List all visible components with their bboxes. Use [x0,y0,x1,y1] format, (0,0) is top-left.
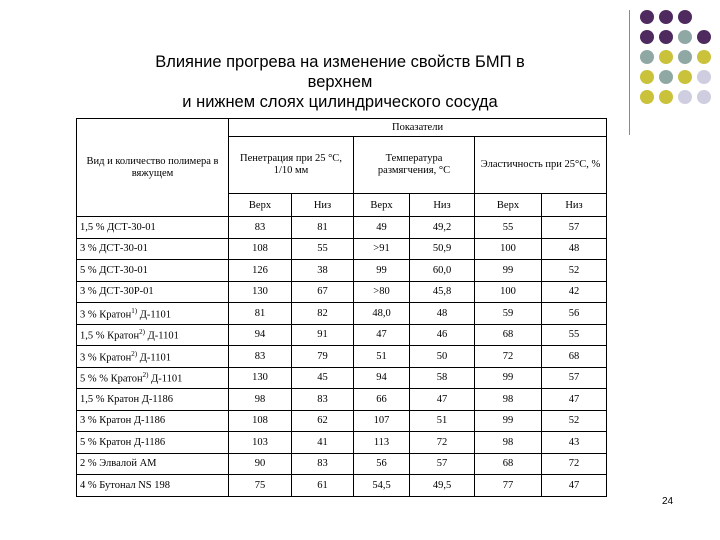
value-cell: 49,2 [410,217,475,239]
value-cell: 83 [292,453,354,475]
value-cell: 46 [410,324,475,346]
value-cell: 51 [354,346,410,368]
value-cell: 68 [542,346,607,368]
value-cell: >80 [354,281,410,303]
value-cell: 91 [292,324,354,346]
value-cell: 47 [354,324,410,346]
polymer-name: 3 % Кратон$^{1)}$ Д-1101 [77,303,229,325]
value-cell: 126 [229,260,292,282]
sub-header: Верх [229,194,292,217]
decorative-dot [697,90,711,104]
value-cell: 55 [475,217,542,239]
decorative-dot [640,50,654,64]
value-cell: 54,5 [354,475,410,497]
value-cell: 113 [354,432,410,454]
value-cell: 77 [475,475,542,497]
polymer-name: 2 % Элвалой АМ [77,453,229,475]
table-row [77,281,607,303]
value-cell: 99 [475,260,542,282]
polymer-name: 3 % ДСТ-30-01 [77,238,229,260]
value-cell: 57 [542,217,607,239]
decorative-dot [659,30,673,44]
value-cell: 38 [292,260,354,282]
sub-header: Низ [542,194,607,217]
sub-header: Низ [292,194,354,217]
value-cell: 83 [229,346,292,368]
value-cell: 55 [292,238,354,260]
value-cell: 100 [475,281,542,303]
value-cell: 79 [292,346,354,368]
table-row [77,475,607,497]
value-cell: 45 [292,367,354,389]
value-cell: >91 [354,238,410,260]
page-number: 24 [662,496,674,507]
value-cell: 72 [475,346,542,368]
value-cell: 52 [542,410,607,432]
polymer-name: 3 % Кратон$^{2)}$ Д-1101 [77,346,229,368]
table-row [77,303,607,325]
polymer-name: 3 % Кратон Д-1186 [77,410,229,432]
value-cell: 48 [410,303,475,325]
value-cell: 62 [292,410,354,432]
decorative-dot [659,50,673,64]
value-cell: 66 [354,389,410,411]
value-cell: 83 [292,389,354,411]
value-cell: 130 [229,281,292,303]
group-header-elasticity: Эластичность при 25°С, % [475,137,607,194]
title-line-1: Влияние прогрева на изменение свойств БМП в [155,53,525,71]
polymer-name: 5 % % Кратон$^{2)}$ Д-1101 [77,367,229,389]
value-cell: 41 [292,432,354,454]
value-cell: 48 [542,238,607,260]
decorative-dot [697,50,711,64]
value-cell: 99 [475,410,542,432]
value-cell: 57 [542,367,607,389]
table-row [77,238,607,260]
value-cell: 56 [354,453,410,475]
table-row [77,324,607,346]
value-cell: 47 [410,389,475,411]
value-cell: 43 [542,432,607,454]
group-header-softening: Температура размягчения, °С [354,137,475,194]
decorative-dot [678,30,692,44]
title-line-2: верхнем [307,73,373,91]
value-cell: 55 [542,324,607,346]
sub-header: Верх [475,194,542,217]
value-cell: 108 [229,238,292,260]
value-cell: 57 [410,453,475,475]
decorative-dot [678,70,692,84]
decorative-dot [697,70,711,84]
value-cell: 94 [354,367,410,389]
group-header-penetration: Пенетрация при 25 °С, 1/10 мм [229,137,354,194]
value-cell: 72 [542,453,607,475]
table-row [77,389,607,411]
sub-header: Низ [410,194,475,217]
row-header: Вид и количество полимера в вяжущем [77,119,229,217]
table-row [77,453,607,475]
decorative-dot [640,10,654,24]
value-cell: 100 [475,238,542,260]
decorative-dot-grid [640,10,720,120]
value-cell: 67 [292,281,354,303]
value-cell: 47 [542,475,607,497]
table-row [77,346,607,368]
value-cell: 82 [292,303,354,325]
decorative-dot [659,90,673,104]
polymer-name: 1,5 % Кратон Д-1186 [77,389,229,411]
polymer-name: 5 % ДСТ-30-01 [77,260,229,282]
value-cell: 60,0 [410,260,475,282]
value-cell: 83 [229,217,292,239]
value-cell: 50 [410,346,475,368]
value-cell: 42 [542,281,607,303]
value-cell: 103 [229,432,292,454]
value-cell: 90 [229,453,292,475]
value-cell: 99 [354,260,410,282]
value-cell: 107 [354,410,410,432]
decorative-dot [678,50,692,64]
value-cell: 98 [475,389,542,411]
value-cell: 81 [229,303,292,325]
title-line-3: и нижнем слоях цилиндрического сосуда [182,93,498,111]
value-cell: 48,0 [354,303,410,325]
value-cell: 72 [410,432,475,454]
value-cell: 75 [229,475,292,497]
decorative-dot [640,90,654,104]
value-cell: 52 [542,260,607,282]
table-row [77,410,607,432]
properties-table [76,118,607,497]
polymer-name: 5 % Кратон Д-1186 [77,432,229,454]
value-cell: 81 [292,217,354,239]
value-cell: 59 [475,303,542,325]
value-cell: 61 [292,475,354,497]
value-cell: 130 [229,367,292,389]
indicators-header: Показатели [229,119,607,137]
value-cell: 51 [410,410,475,432]
polymer-name: 1,5 % ДСТ-30-01 [77,217,229,239]
value-cell: 99 [475,367,542,389]
sub-header: Верх [354,194,410,217]
polymer-name: 4 % Бутонал NS 198 [77,475,229,497]
decorative-dot [659,10,673,24]
value-cell: 98 [229,389,292,411]
polymer-name: 1,5 % Кратон$^{2)}$ Д-1101 [77,324,229,346]
value-cell: 45,8 [410,281,475,303]
value-cell: 94 [229,324,292,346]
table-row [77,260,607,282]
value-cell: 49 [354,217,410,239]
value-cell: 98 [475,432,542,454]
table-row [77,432,607,454]
table-row [77,217,607,239]
decorative-dot [640,70,654,84]
value-cell: 68 [475,453,542,475]
value-cell: 68 [475,324,542,346]
value-cell: 56 [542,303,607,325]
polymer-name: 3 % ДСТ-30Р-01 [77,281,229,303]
decorative-divider [629,10,630,135]
decorative-dot [678,90,692,104]
value-cell: 49,5 [410,475,475,497]
decorative-dot [678,10,692,24]
table-row [77,367,607,389]
decorative-dot [640,30,654,44]
value-cell: 50,9 [410,238,475,260]
slide-title [60,52,620,112]
value-cell: 108 [229,410,292,432]
value-cell: 58 [410,367,475,389]
decorative-dot [697,30,711,44]
value-cell: 47 [542,389,607,411]
decorative-dot [659,70,673,84]
